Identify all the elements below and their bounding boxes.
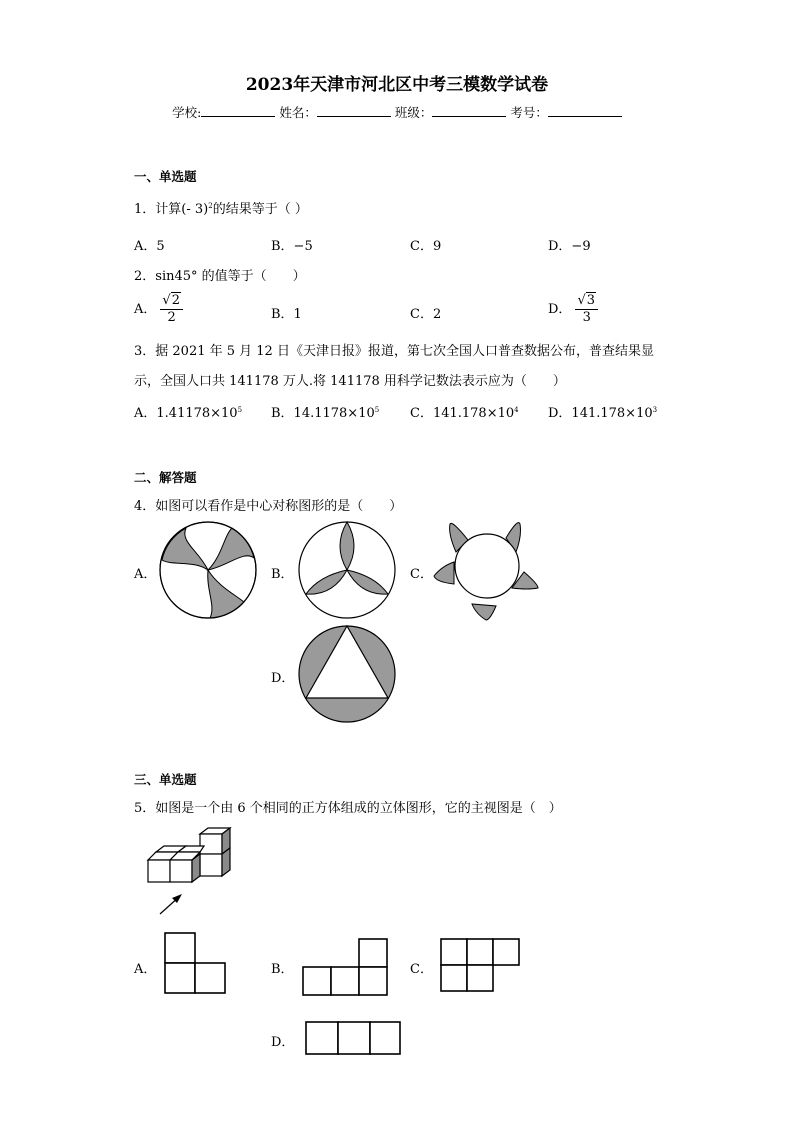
q3-option-c[interactable] bbox=[410, 402, 519, 421]
q4-figure-d[interactable] bbox=[297, 624, 397, 724]
q4-option-a-label[interactable]: A． bbox=[134, 567, 157, 582]
q4-figure-c[interactable] bbox=[434, 518, 540, 622]
student-info-line bbox=[0, 103, 794, 121]
school-label: 学校: bbox=[172, 105, 202, 120]
q5-option-c-label[interactable]: C． bbox=[410, 962, 433, 977]
q1-option-b[interactable]: B．−5 bbox=[271, 239, 313, 254]
q1-exponent: 2 bbox=[208, 202, 213, 210]
q3-b-exponent: 5 bbox=[374, 406, 380, 414]
q2-a-denominator: 2 bbox=[167, 310, 176, 325]
page-title: 2023年天津市河北区中考三模数学试卷 bbox=[245, 75, 549, 95]
q5-view-a[interactable] bbox=[164, 932, 228, 996]
q2-d-radicand: 3 bbox=[586, 293, 596, 308]
q3-option-d[interactable] bbox=[548, 402, 657, 421]
q5-view-b[interactable] bbox=[301, 938, 391, 998]
name-blank[interactable] bbox=[317, 105, 391, 117]
question-1-stem bbox=[134, 198, 308, 217]
q2-option-a-fraction bbox=[160, 293, 183, 326]
q5-view-d[interactable] bbox=[304, 1020, 404, 1056]
section-heading-3: 三、单选题 bbox=[134, 772, 197, 787]
school-blank[interactable] bbox=[201, 105, 275, 117]
q4-figure-a[interactable] bbox=[158, 520, 258, 620]
q5-cube-figure bbox=[144, 826, 236, 918]
q1-expression: (- 3) bbox=[181, 202, 209, 217]
q2-option-d-fraction bbox=[575, 293, 598, 326]
q2-option-a-label: A． bbox=[134, 302, 157, 317]
question-3-line-2: 示，全国人口共 141178 万人.将 141178 用科学记数法表示应为（ ） bbox=[134, 374, 566, 389]
q1-option-a[interactable]: A．5 bbox=[134, 239, 165, 254]
class-blank[interactable] bbox=[432, 105, 506, 117]
q2-option-d-label: D． bbox=[548, 302, 572, 317]
q3-c-mantissa: C．141.178×10 bbox=[410, 406, 515, 421]
q2-option-b[interactable]: B．1 bbox=[271, 307, 302, 322]
question-4-stem: 4．如图可以看作是中心对称图形的是（ ） bbox=[134, 499, 403, 514]
q5-option-a-label[interactable]: A． bbox=[134, 962, 157, 977]
q4-figure-b[interactable] bbox=[297, 520, 397, 620]
q3-d-exponent: 3 bbox=[652, 406, 658, 414]
q4-option-d-label[interactable]: D． bbox=[271, 671, 295, 686]
q3-b-mantissa: B．14.1178×10 bbox=[271, 406, 375, 421]
sqrt-sign: √ bbox=[162, 293, 171, 308]
question-5-stem: 5．如图是一个由 6 个相同的正方体组成的立体图形，它的主视图是（ ） bbox=[134, 801, 562, 816]
question-3-line-1: 3．据 2021 年 5 月 12 日《天津日报》报道，第七次全国人口普查数据公布，普查结果显 bbox=[134, 344, 654, 359]
q5-view-c[interactable] bbox=[440, 938, 526, 996]
q5-option-b-label[interactable]: B． bbox=[271, 962, 294, 977]
q2-a-radicand: 2 bbox=[171, 293, 180, 308]
q4-option-c-label[interactable]: C． bbox=[410, 567, 433, 582]
q2-d-denominator: 3 bbox=[582, 310, 591, 325]
name-label: 姓名： bbox=[279, 105, 317, 120]
q2-option-a[interactable] bbox=[134, 293, 183, 326]
q1-option-d[interactable]: D．−9 bbox=[548, 239, 591, 254]
q3-a-mantissa: A．1.41178×10 bbox=[134, 406, 238, 421]
q3-option-b[interactable] bbox=[271, 402, 379, 421]
q1-stem-prefix: 1．计算 bbox=[134, 202, 182, 217]
section-heading-1: 一、单选题 bbox=[134, 169, 197, 184]
q3-option-a[interactable] bbox=[134, 402, 242, 421]
q3-d-mantissa: D．141.178×10 bbox=[548, 406, 653, 421]
exam-no-label: 考号： bbox=[510, 105, 548, 120]
sqrt-sign: √ bbox=[577, 293, 586, 308]
q2-option-d[interactable] bbox=[548, 293, 598, 326]
section-heading-2: 二、解答题 bbox=[134, 470, 197, 485]
q3-a-exponent: 5 bbox=[237, 406, 243, 414]
exam-no-blank[interactable] bbox=[548, 105, 622, 117]
q1-option-c[interactable]: C．9 bbox=[410, 239, 442, 254]
q5-option-d-label[interactable]: D． bbox=[271, 1035, 295, 1050]
class-label: 班级： bbox=[394, 105, 433, 120]
q4-option-b-label[interactable]: B． bbox=[271, 567, 294, 582]
q2-option-c[interactable]: C．2 bbox=[410, 307, 442, 322]
question-2-stem: 2．sin45° 的值等于（ ） bbox=[134, 269, 306, 284]
q1-stem-suffix: 的结果等于（ ） bbox=[212, 202, 308, 217]
q3-c-exponent: 4 bbox=[514, 406, 519, 414]
